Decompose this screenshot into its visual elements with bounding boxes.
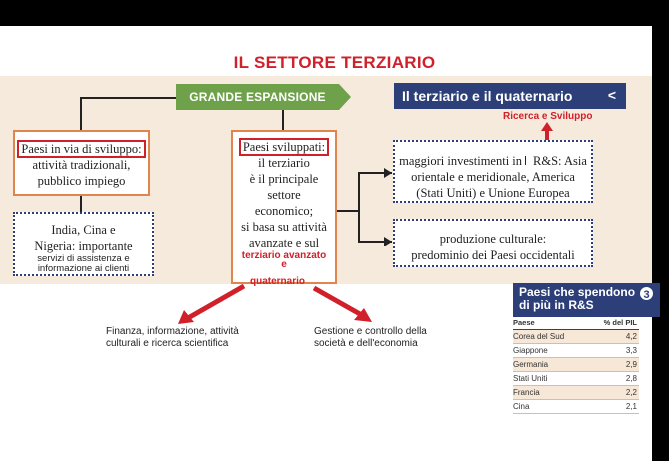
connector-line [80,97,82,131]
sviluppo-line: pubblico impiego [37,174,126,188]
terziario-quaternario-title: Il terziario e il quaternario [402,88,573,104]
table-row [513,358,639,372]
cell-val: 2,1 [588,400,639,414]
rs-table-header [513,283,660,317]
connector-line [335,210,359,212]
chevron-left-icon[interactable]: < [607,87,616,103]
india-cina-box [13,212,154,276]
sviluppati-line: settore [267,188,301,202]
top-black-bar [0,0,669,26]
cell-paese: Stati Uniti [513,372,588,386]
rs-table-badge: 3 [638,285,655,302]
paesi-sviluppo-heading: Paesi in via di sviluppo: [17,140,145,158]
rs-line: maggiori investimenti in [399,154,523,168]
rs-line: orientale e meridionale, America [411,170,575,184]
sviluppati-line: avanzate e sul [248,236,320,250]
sviluppati-line: economico; [254,204,314,218]
table-row [513,330,639,344]
sviluppati-line: è il principale [249,172,319,186]
connector-line [80,97,176,99]
table-row [513,344,639,358]
india-line: informazione ai clienti [37,263,130,274]
cell-paese: Cina [513,400,588,414]
india-line: Nigeria: importante [34,239,133,253]
arrowheads [380,166,394,246]
ricerca-sviluppo-label: Ricerca e Sviluppo [503,111,593,122]
table-row [513,400,639,414]
paesi-sviluppo-box [13,130,150,196]
cell-val: 2,9 [588,358,639,372]
caption-line: Finanza, informazione, attività [106,326,239,337]
col-paese: Paese [513,317,588,330]
cell-val: 3,3 [588,344,639,358]
col-pil: % del PIL [588,317,639,330]
cell-val: 2,8 [588,372,639,386]
caption-left [106,326,239,350]
cultura-line: predominio dei Paesi occidentali [411,248,575,262]
terziario-quaternario-header[interactable] [394,83,626,109]
rs-line: R&S: Asia [533,154,587,168]
table-row [513,386,639,400]
caption-line: società e dell'economia [314,338,418,349]
paesi-sviluppati-box [231,130,337,284]
cell-paese: Germania [513,358,588,372]
india-line: India, Cina e [51,223,116,237]
sviluppati-line: si basa su attività [241,220,327,234]
rs-table-title: Paesi che spendono [519,285,636,299]
cell-paese: Corea del Sud [513,330,588,344]
caption-line: culturali e ricerca scientifica [106,338,229,349]
cell-paese: Giappone [513,344,588,358]
red-arrows [170,280,380,330]
cell-val: 2,2 [588,386,639,400]
cell-val: 4,2 [588,330,639,344]
connector-line [358,172,360,242]
rs-table [513,317,639,414]
quaternario-label: quaternario [250,276,306,287]
sviluppo-line: attività tradizionali, [32,158,131,172]
e-label: e [281,259,287,270]
produzione-culturale-box [393,219,593,267]
connector-line [80,195,82,212]
cultura-line: produzione culturale: [439,232,547,246]
sviluppati-line: il terziario [258,156,310,170]
table-row [513,372,639,386]
paesi-sviluppati-heading: Paesi sviluppati: [239,138,329,156]
grande-espansione-label: GRANDE ESPANSIONE [176,84,339,110]
terziario-avanzato-label: terziario avanzato [241,250,327,261]
investimenti-rs-box [393,140,593,203]
india-line: servizi di assistenza e [37,253,130,264]
connector-line [282,110,284,130]
rs-table-subtitle: di più in R&S [519,298,594,312]
cell-paese: Francia [513,386,588,400]
caption-line: Gestione e controllo della [314,326,427,337]
rs-line: (Stati Uniti) e Unione Europea [416,186,570,200]
caption-right [314,326,427,350]
page-title: IL SETTORE TERZIARIO [233,53,436,72]
